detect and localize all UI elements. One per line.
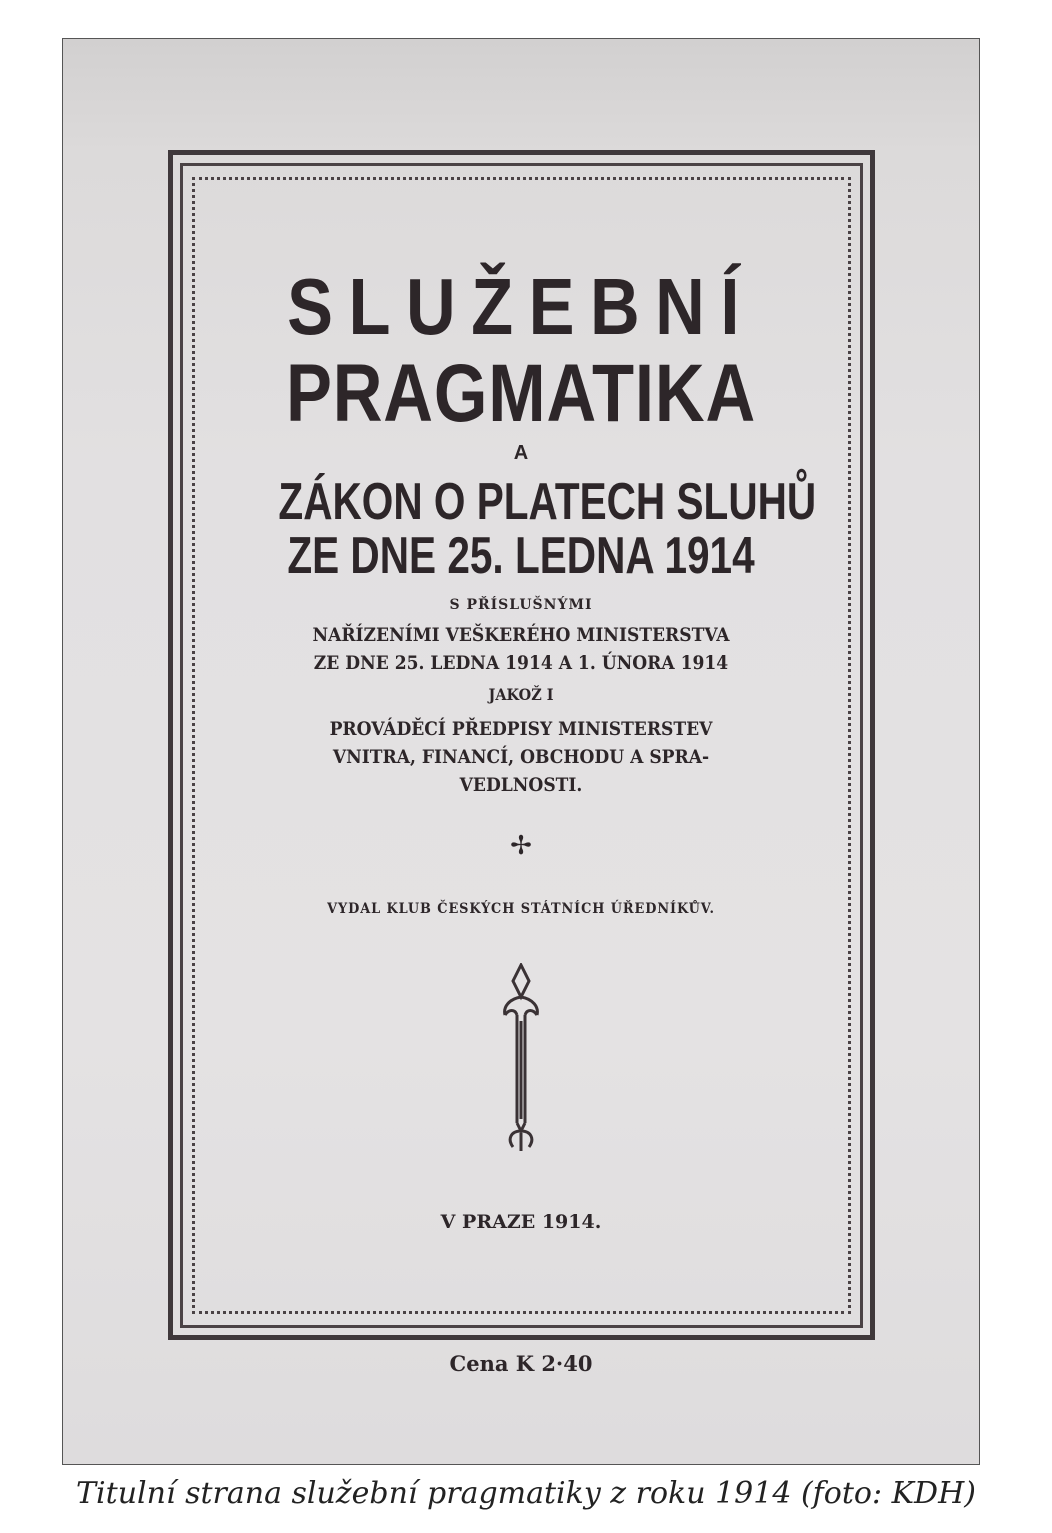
- cover-content: [210, 262, 832, 1233]
- title-line-4: ZE DNE 25. LEDNA 1914: [287, 527, 755, 585]
- regulations-line-2: VNITRA, FINANCÍ, OBCHODU A SPRA-: [332, 746, 710, 768]
- decorative-staff-icon: [491, 963, 551, 1153]
- photo-caption: Titulní strana služební pragmatiky z roku 1914 (foto: KDH): [76, 1476, 976, 1511]
- ornament-icon: ✢: [510, 831, 532, 861]
- publisher: VYDAL KLUB ČESKÝCH STÁTNÍCH ÚŘEDNÍKŮV.: [327, 901, 715, 917]
- regulations-line-1: PROVÁDĚCÍ PŘEDPISY MINISTERSTEV: [329, 718, 713, 740]
- title-line-1: SLUŽEBNÍ: [287, 262, 755, 351]
- price-label: Cena K 2·40: [449, 1351, 593, 1376]
- conjunction: A: [513, 442, 529, 464]
- with-label: S PŘÍSLUŠNÝMI: [449, 597, 593, 613]
- regulations-line-3: VEDLNOSTI.: [459, 774, 583, 796]
- decree-line-2: ZE DNE 25. LEDNA 1914 A 1. ÚNORA 1914: [313, 652, 729, 674]
- as-well-label: JAKOŽ I: [488, 685, 554, 704]
- place-year: V PRAZE 1914.: [440, 1211, 602, 1233]
- decree-line-1: NAŘÍZENÍMI VEŠKERÉHO MINISTERSTVA: [312, 624, 730, 646]
- title-line-2: PRAGMATIKA: [285, 348, 757, 439]
- title-line-3: ZÁKON O PLATECH SLUHŮ: [278, 473, 817, 531]
